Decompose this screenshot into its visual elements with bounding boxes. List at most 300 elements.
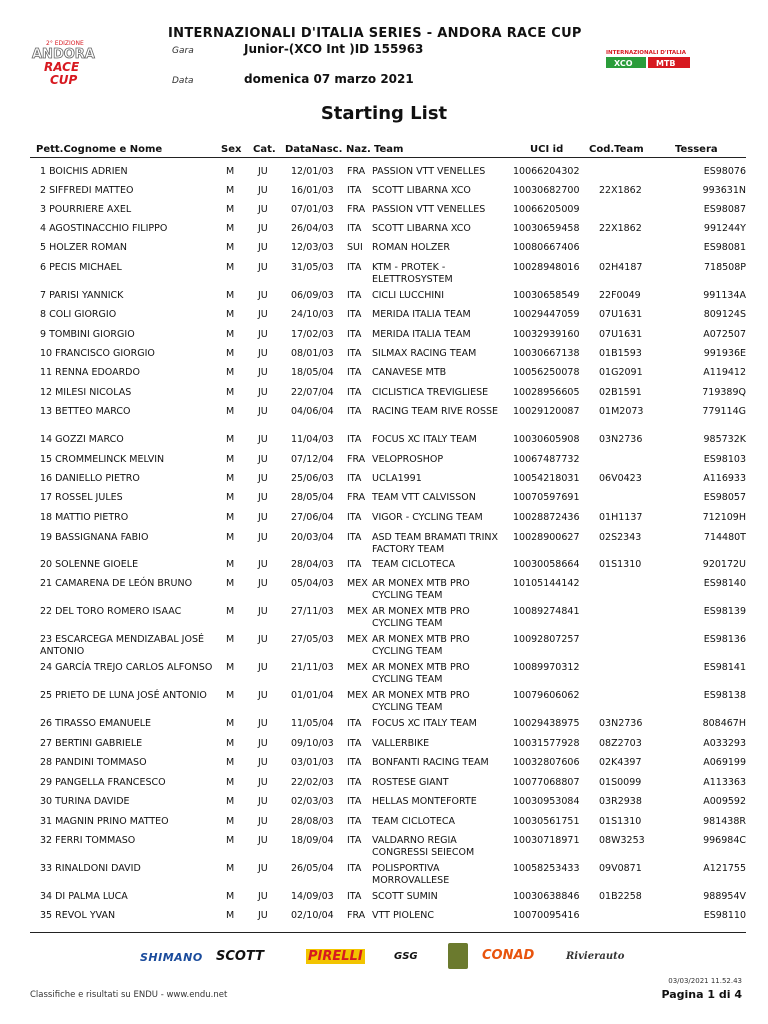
cell-cod: 01S0099 (599, 777, 642, 788)
cell-team: KTM - PROTEK - ELETTROSYSTEM (372, 262, 453, 285)
cell-uci: 10032939160 (513, 329, 580, 340)
cell-tessera: 718508P (704, 262, 746, 273)
logo-race: RACE (44, 60, 80, 74)
cell-dob: 03/01/03 (291, 757, 334, 768)
cell-team: CICLISTICA TREVIGLIESE (372, 387, 489, 398)
cell-tessera: ES98081 (703, 242, 746, 253)
cell-sex: M (226, 662, 235, 673)
cell-sex: M (226, 329, 235, 340)
cell-dob: 04/06/04 (291, 406, 334, 417)
cell-sex: M (226, 166, 235, 177)
cell-team: TEAM VTT CALVISSON (372, 492, 476, 503)
sponsor-scott: SCOTT (216, 949, 264, 964)
cell-team: PASSION VTT VENELLES (372, 204, 486, 215)
cell-tessera: ES98057 (703, 492, 746, 503)
cell-dob: 07/01/03 (291, 204, 334, 215)
cell-cat: JU (258, 348, 268, 359)
cell-cat: JU (258, 738, 268, 749)
cell-name: 21 CAMARENA DE LEÓN BRUNO (40, 578, 193, 589)
cell-cod: 03N2736 (599, 718, 643, 729)
cell-nat: ITA (347, 512, 362, 523)
cell-cat: JU (258, 290, 268, 301)
cell-tessera: 988954V (703, 891, 746, 902)
cell-dob: 16/01/03 (291, 185, 334, 196)
cell-uci: 10079606062 (513, 690, 580, 701)
gara-value: Junior-(XCO Int )ID 155963 (244, 42, 424, 56)
cell-cod: 02S2343 (599, 532, 642, 543)
footer-divider (30, 932, 746, 933)
cell-tessera: A113363 (703, 777, 746, 788)
print-timestamp: 03/03/2021 11.52.43 (668, 977, 742, 985)
sponsor-shimano: SHIMANO (140, 951, 203, 964)
cell-tessera: 996984C (703, 835, 746, 846)
cell-cod: 22X1862 (599, 185, 642, 196)
cell-cat: JU (258, 559, 268, 570)
cell-cat: JU (258, 309, 268, 320)
cell-dob: 05/04/03 (291, 578, 334, 589)
cell-name: 17 ROSSEL JULES (40, 492, 123, 503)
cell-team: UCLA1991 (372, 473, 422, 484)
cell-team: VALLERBIKE (372, 738, 430, 749)
cell-tessera: ES98110 (703, 910, 746, 921)
cell-tessera: A072507 (703, 329, 746, 340)
cell-dob: 26/05/04 (291, 863, 334, 874)
cell-dob: 02/03/03 (291, 796, 334, 807)
cell-cat: JU (258, 367, 268, 378)
cell-nat: FRA (347, 910, 366, 921)
cell-sex: M (226, 910, 235, 921)
cell-cod: 02H4187 (599, 262, 643, 273)
cell-nat: MEX (347, 578, 368, 589)
cell-name: 35 REVOL YVAN (40, 910, 116, 921)
cell-tessera: 991134A (703, 290, 746, 301)
cell-name: 31 MAGNIN PRINO MATTEO (40, 816, 169, 827)
cell-dob: 11/05/04 (291, 718, 334, 729)
sponsor-bar (136, 943, 636, 975)
cell-sex: M (226, 406, 235, 417)
cell-dob: 02/10/04 (291, 910, 334, 921)
cell-uci: 10030058664 (513, 559, 580, 570)
cell-nat: ITA (347, 329, 362, 340)
cell-name: 9 TOMBINI GIORGIO (40, 329, 135, 340)
cell-name: 19 BASSIGNANA FABIO (40, 532, 149, 543)
cell-sex: M (226, 204, 235, 215)
cell-tessera: 712109H (702, 512, 746, 523)
cell-name: 4 AGOSTINACCHIO FILIPPO (40, 223, 168, 234)
cell-dob: 07/12/04 (291, 454, 334, 465)
cell-sex: M (226, 559, 235, 570)
cell-nat: ITA (347, 863, 362, 874)
col-tessera: Tessera (675, 144, 718, 155)
cell-cat: JU (258, 262, 268, 273)
cell-dob: 01/01/04 (291, 690, 334, 701)
cell-nat: ITA (347, 796, 362, 807)
col-nat: Naz. (346, 144, 371, 155)
cell-uci: 10030667138 (513, 348, 580, 359)
cell-tessera: A033293 (703, 738, 746, 749)
cell-cat: JU (258, 718, 268, 729)
cell-tessera: A069199 (703, 757, 746, 768)
event-title: INTERNAZIONALI D'ITALIA SERIES - ANDORA RACE CUP (168, 26, 582, 41)
cell-name: 26 TIRASSO EMANUELE (40, 718, 152, 729)
cell-cat: JU (258, 891, 268, 902)
cell-tessera: 714480T (703, 532, 746, 543)
cell-cod: 01H1137 (599, 512, 643, 523)
sponsor-crest-icon (448, 943, 468, 969)
cell-nat: ITA (347, 559, 362, 570)
cell-nat: ITA (347, 406, 362, 417)
cell-cat: JU (258, 406, 268, 417)
cell-uci: 10030953084 (513, 796, 580, 807)
cell-nat: ITA (347, 348, 362, 359)
cell-cod: 07U1631 (599, 329, 643, 340)
cell-dob: 27/11/03 (291, 606, 334, 617)
cell-sex: M (226, 309, 235, 320)
cell-uci: 10032807606 (513, 757, 580, 768)
cell-team: TEAM CICLOTECA (372, 559, 455, 570)
cell-name: 8 COLI GIORGIO (40, 309, 117, 320)
cell-dob: 12/01/03 (291, 166, 334, 177)
cell-uci: 10066205009 (513, 204, 580, 215)
cell-team: VALDARNO REGIA CONGRESSI SEIECOM (372, 835, 475, 858)
cell-cat: JU (258, 329, 268, 340)
cell-cod: 01S1310 (599, 816, 642, 827)
cell-name: 29 PANGELLA FRANCESCO (40, 777, 166, 788)
cell-team: MERIDA ITALIA TEAM (372, 309, 471, 320)
col-cod: Cod.Team (589, 144, 644, 155)
cell-uci: 10031577928 (513, 738, 580, 749)
cell-uci: 10030561751 (513, 816, 580, 827)
logo-cup: CUP (50, 73, 78, 86)
cell-dob: 28/08/03 (291, 816, 334, 827)
cell-dob: 11/04/03 (291, 434, 334, 445)
cell-cat: JU (258, 796, 268, 807)
cell-team: SCOTT SUMIN (372, 891, 438, 902)
cell-sex: M (226, 863, 235, 874)
cell-cat: JU (258, 690, 268, 701)
cell-nat: ITA (347, 434, 362, 445)
cell-team: AR MONEX MTB PRO CYCLING TEAM (372, 690, 470, 713)
cell-dob: 21/11/03 (291, 662, 334, 673)
cell-nat: FRA (347, 166, 366, 177)
cell-cod: 22X1862 (599, 223, 642, 234)
cell-nat: ITA (347, 223, 362, 234)
cell-team: ASD TEAM BRAMATI TRINX FACTORY TEAM (372, 532, 499, 555)
cell-sex: M (226, 738, 235, 749)
cell-tessera: 779114G (702, 406, 746, 417)
cell-sex: M (226, 835, 235, 846)
cell-nat: ITA (347, 891, 362, 902)
cell-dob: 26/04/03 (291, 223, 334, 234)
cell-uci: 10030638846 (513, 891, 580, 902)
cell-team: AR MONEX MTB PRO CYCLING TEAM (372, 634, 470, 657)
cell-cat: JU (258, 512, 268, 523)
cell-name: 33 RINALDONI DAVID (40, 863, 141, 874)
cell-team: CANAVESE MTB (372, 367, 447, 378)
cell-sex: M (226, 690, 235, 701)
cell-name: 24 GARCÍA TREJO CARLOS ALFONSO (40, 662, 213, 673)
cell-cat: JU (258, 473, 268, 484)
cell-tessera: 719389Q (702, 387, 746, 398)
cell-name: 27 BERTINI GABRIELE (40, 738, 143, 749)
cell-uci: 10054218031 (513, 473, 580, 484)
cell-tessera: A116933 (703, 473, 746, 484)
cell-nat: FRA (347, 492, 366, 503)
cell-cat: JU (258, 492, 268, 503)
cell-uci: 10028872436 (513, 512, 580, 523)
cell-cod: 02K4397 (599, 757, 642, 768)
data-value: domenica 07 marzo 2021 (244, 72, 414, 86)
cell-team: VIGOR - CYCLING TEAM (372, 512, 483, 523)
cell-team: MERIDA ITALIA TEAM (372, 329, 471, 340)
cell-dob: 14/09/03 (291, 891, 334, 902)
cell-nat: MEX (347, 662, 368, 673)
cell-nat: ITA (347, 185, 362, 196)
cell-dob: 25/06/03 (291, 473, 334, 484)
cell-uci: 10028948016 (513, 262, 580, 273)
gara-label: Gara (172, 46, 194, 56)
cell-sex: M (226, 348, 235, 359)
cell-dob: 12/03/03 (291, 242, 334, 253)
cell-sex: M (226, 223, 235, 234)
cell-dob: 09/10/03 (291, 738, 334, 749)
cell-sex: M (226, 578, 235, 589)
cell-dob: 17/02/03 (291, 329, 334, 340)
cell-dob: 27/06/04 (291, 512, 334, 523)
cell-nat: ITA (347, 738, 362, 749)
cell-nat: MEX (347, 690, 368, 701)
cell-cod: 03N2736 (599, 434, 643, 445)
col-team: Team (374, 144, 404, 155)
cell-sex: M (226, 532, 235, 543)
cell-cat: JU (258, 606, 268, 617)
logo-right-xco: XCO (614, 59, 633, 68)
cell-uci: 10105144142 (513, 578, 580, 589)
cell-cod: 06V0423 (599, 473, 642, 484)
cell-name: 12 MILESI NICOLAS (40, 387, 132, 398)
cell-name: 32 FERRI TOMMASO (40, 835, 136, 846)
cell-name: 20 SOLENNE GIOELE (40, 559, 139, 570)
cell-tessera: ES98139 (703, 606, 746, 617)
cell-name: 34 DI PALMA LUCA (40, 891, 128, 902)
cell-cat: JU (258, 434, 268, 445)
cell-sex: M (226, 387, 235, 398)
cell-nat: ITA (347, 757, 362, 768)
cell-uci: 10056250078 (513, 367, 580, 378)
cell-cat: JU (258, 242, 268, 253)
cell-nat: FRA (347, 454, 366, 465)
cell-name: 5 HOLZER ROMAN (40, 242, 127, 253)
cell-sex: M (226, 185, 235, 196)
cell-cat: JU (258, 532, 268, 543)
cell-name: 25 PRIETO DE LUNA JOSÉ ANTONIO (40, 690, 207, 701)
col-cat: Cat. (253, 144, 276, 155)
page-title: Starting List (320, 103, 448, 124)
cell-cat: JU (258, 185, 268, 196)
cell-dob: 28/05/04 (291, 492, 334, 503)
cell-team: SCOTT LIBARNA XCO (372, 223, 471, 234)
cell-tessera: ES98076 (703, 166, 746, 177)
cell-dob: 20/03/04 (291, 532, 334, 543)
cell-team: HELLAS MONTEFORTE (372, 796, 477, 807)
page-number: Pagina 1 di 4 (661, 988, 742, 1001)
internazionali-italia-logo (604, 47, 694, 71)
cell-tessera: 981438R (703, 816, 746, 827)
cell-uci: 10030658549 (513, 290, 580, 301)
cell-name: 22 DEL TORO ROMERO ISAAC (40, 606, 182, 617)
cell-name: 28 PANDINI TOMMASO (40, 757, 147, 768)
cell-cod: 01S1310 (599, 559, 642, 570)
cell-cat: JU (258, 578, 268, 589)
cell-cod: 03R2938 (599, 796, 642, 807)
cell-sex: M (226, 718, 235, 729)
cell-nat: ITA (347, 532, 362, 543)
cell-cat: JU (258, 204, 268, 215)
cell-dob: 22/07/04 (291, 387, 334, 398)
cell-cod: 07U1631 (599, 309, 643, 320)
cell-dob: 18/05/04 (291, 367, 334, 378)
cell-cat: JU (258, 223, 268, 234)
logo-edition: 2° EDIZIONE (46, 40, 84, 47)
cell-name: 10 FRANCISCO GIORGIO (40, 348, 155, 359)
cell-sex: M (226, 891, 235, 902)
cell-uci: 10067487732 (513, 454, 580, 465)
cell-sex: M (226, 434, 235, 445)
cell-name: 30 TURINA DAVIDE (40, 796, 130, 807)
cell-cod: 02B1591 (599, 387, 642, 398)
cell-name: 7 PARISI YANNICK (40, 290, 124, 301)
cell-sex: M (226, 816, 235, 827)
sponsor-rivierauto: Rivierauto (566, 951, 625, 962)
cell-cod: 01B2258 (599, 891, 642, 902)
cell-cod: 01M2073 (599, 406, 644, 417)
cell-dob: 06/09/03 (291, 290, 334, 301)
cell-dob: 28/04/03 (291, 559, 334, 570)
cell-uci: 10030682700 (513, 185, 580, 196)
cell-sex: M (226, 777, 235, 788)
cell-team: AR MONEX MTB PRO CYCLING TEAM (372, 606, 470, 629)
cell-team: RACING TEAM RIVE ROSSE (372, 406, 499, 417)
cell-tessera: A121755 (703, 863, 746, 874)
cell-sex: M (226, 262, 235, 273)
cell-cod: 01G2091 (599, 367, 643, 378)
cell-tessera: 920172U (702, 559, 746, 570)
cell-cat: JU (258, 454, 268, 465)
cell-name: 1 BOICHIS ADRIEN (40, 166, 128, 177)
cell-sex: M (226, 242, 235, 253)
cell-tessera: 808467H (702, 718, 746, 729)
cell-uci: 10029120087 (513, 406, 580, 417)
cell-nat: ITA (347, 718, 362, 729)
sponsor-gsg: GSG (394, 951, 418, 962)
cell-team: POLISPORTIVA MORROVALLESE (372, 863, 450, 886)
cell-sex: M (226, 492, 235, 503)
cell-cat: JU (258, 835, 268, 846)
cell-team: AR MONEX MTB PRO CYCLING TEAM (372, 662, 470, 685)
cell-tessera: ES98140 (703, 578, 746, 589)
cell-cat: JU (258, 757, 268, 768)
cell-cod: 22F0049 (599, 290, 641, 301)
cell-team: SILMAX RACING TEAM (372, 348, 477, 359)
cell-sex: M (226, 454, 235, 465)
cell-cat: JU (258, 863, 268, 874)
cell-nat: ITA (347, 309, 362, 320)
cell-uci: 10089274841 (513, 606, 580, 617)
cell-tessera: ES98087 (703, 204, 746, 215)
cell-team: AR MONEX MTB PRO CYCLING TEAM (372, 578, 470, 601)
cell-cod: 09V0871 (599, 863, 642, 874)
cell-uci: 10066204302 (513, 166, 580, 177)
cell-sex: M (226, 757, 235, 768)
cell-dob: 31/05/03 (291, 262, 334, 273)
cell-sex: M (226, 290, 235, 301)
cell-nat: MEX (347, 634, 368, 645)
cell-cat: JU (258, 777, 268, 788)
cell-sex: M (226, 634, 235, 645)
cell-cod: 01B1593 (599, 348, 642, 359)
cell-team: BONFANTI RACING TEAM (372, 757, 489, 768)
cell-tessera: ES98136 (703, 634, 746, 645)
cell-uci: 10070095416 (513, 910, 580, 921)
cell-dob: 18/09/04 (291, 835, 334, 846)
cell-tessera: A009592 (703, 796, 746, 807)
cell-uci: 10092807257 (513, 634, 580, 645)
footer-endu: Classifiche e risultati su ENDU - www.endu.net (30, 990, 228, 1000)
cell-tessera: 991244Y (703, 223, 746, 234)
cell-team: SCOTT LIBARNA XCO (372, 185, 471, 196)
cell-uci: 10080667406 (513, 242, 580, 253)
cell-tessera: 985732K (703, 434, 746, 445)
cell-tessera: ES98141 (703, 662, 746, 673)
header-divider (30, 157, 746, 158)
cell-name: 15 CROMMELINCK MELVIN (40, 454, 165, 465)
sponsor-conad: CONAD (482, 948, 535, 963)
cell-uci: 10089970312 (513, 662, 580, 673)
cell-team: FOCUS XC ITALY TEAM (372, 434, 477, 445)
cell-nat: ITA (347, 777, 362, 788)
logo-right-line1: INTERNAZIONALI D'ITALIA (606, 50, 686, 56)
cell-uci: 10028956605 (513, 387, 580, 398)
cell-name: 11 RENNA EDOARDO (40, 367, 140, 378)
cell-dob: 22/02/03 (291, 777, 334, 788)
cell-sex: M (226, 512, 235, 523)
cell-dob: 08/01/03 (291, 348, 334, 359)
cell-sex: M (226, 367, 235, 378)
cell-uci: 10030718971 (513, 835, 580, 846)
cell-cat: JU (258, 166, 268, 177)
cell-nat: ITA (347, 367, 362, 378)
cell-tessera: 991936E (703, 348, 746, 359)
cell-name: 14 GOZZI MARCO (40, 434, 124, 445)
cell-name: 3 POURRIERE AXEL (40, 204, 132, 215)
cell-sex: M (226, 606, 235, 617)
cell-sex: M (226, 796, 235, 807)
cell-dob: 24/10/03 (291, 309, 334, 320)
cell-uci: 10028900627 (513, 532, 580, 543)
cell-name: 23 ESCARCEGA MENDIZABAL JOSÉ ANTONIO (40, 634, 204, 657)
data-label: Data (172, 76, 194, 86)
cell-cod: 08W3253 (599, 835, 645, 846)
cell-nat: ITA (347, 473, 362, 484)
cell-cat: JU (258, 816, 268, 827)
cell-team: ROMAN HOLZER (372, 242, 450, 253)
cell-dob: 27/05/03 (291, 634, 334, 645)
cell-tessera: ES98138 (703, 690, 746, 701)
cell-team: CICLI LUCCHINI (372, 290, 445, 301)
col-uci: UCI id (530, 144, 564, 155)
cell-nat: SUI (347, 242, 363, 253)
cell-team: TEAM CICLOTECA (372, 816, 455, 827)
